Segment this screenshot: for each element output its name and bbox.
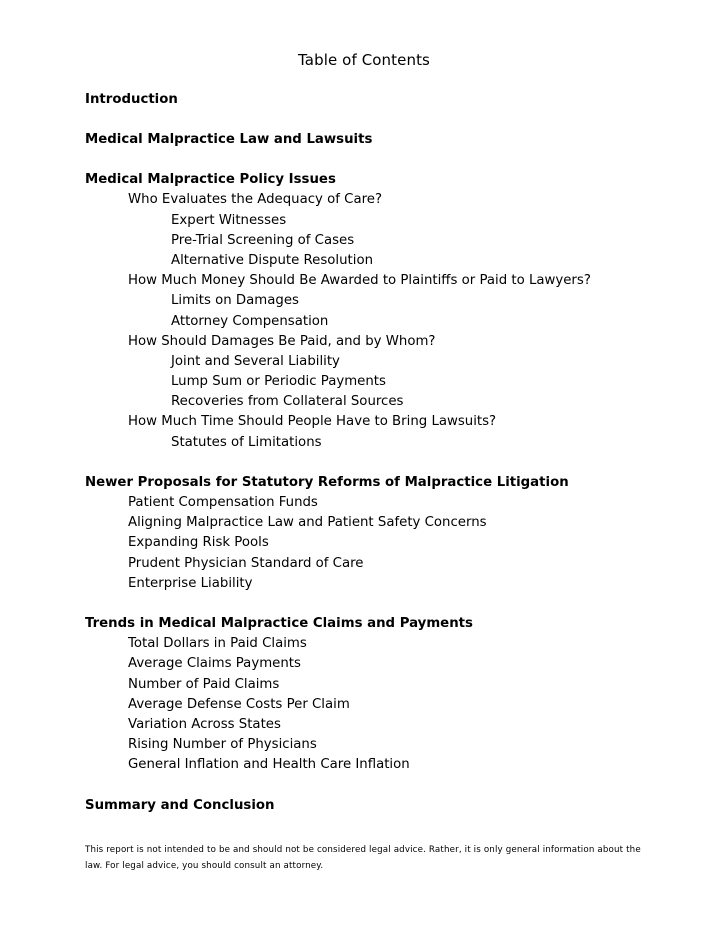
toc-subentry: Recoveries from Collateral Sources <box>171 394 404 410</box>
toc-subentry: Alternative Dispute Resolution <box>171 252 374 268</box>
section-spacer <box>85 775 705 795</box>
legal-disclaimer: This report is not intended to be and should not be considered legal advice. Rather, it is only general information about the law. For legal advice, you should consult an attorney. <box>85 845 641 871</box>
toc-section <box>85 796 705 816</box>
toc-entry: Total Dollars in Paid Claims <box>128 636 307 652</box>
toc-section-heading: Newer Proposals for Statutory Reforms of Malpractice Litigation <box>85 475 569 490</box>
toc-entry: Variation Across States <box>128 716 281 732</box>
toc-subentry: Limits on Damages <box>171 293 299 309</box>
toc-entry: How Much Money Should Be Awarded to Plaintiffs or Paid to Lawyers? <box>128 273 591 289</box>
section-spacer <box>85 453 705 473</box>
section-spacer <box>85 110 705 130</box>
toc-section <box>85 170 705 452</box>
toc-entry: How Much Time Should People Have to Bring Lawsuits? <box>128 414 497 430</box>
toc-subentry: Expert Witnesses <box>171 212 287 228</box>
toc-entry: Average Defense Costs Per Claim <box>128 696 350 712</box>
toc-section-heading: Introduction <box>85 92 178 107</box>
toc-entry: Patient Compensation Funds <box>128 495 318 510</box>
toc-section-heading: Trends in Medical Malpractice Claims and Payments <box>85 616 473 632</box>
toc-entry: Rising Number of Physicians <box>128 737 317 753</box>
toc-subentry: Statutes of Limitations <box>171 434 322 450</box>
toc-subentry: Joint and Several Liability <box>171 353 340 369</box>
page-title: Table of Contents <box>298 51 430 69</box>
table-of-contents <box>85 90 705 816</box>
toc-entry: Number of Paid Claims <box>128 676 280 692</box>
toc-subentry: Pre-Trial Screening of Cases <box>171 232 355 248</box>
toc-entry: How Should Damages Be Paid, and by Whom? <box>128 333 436 349</box>
toc-entry: General Inflation and Health Care Inflation <box>128 757 410 773</box>
section-spacer <box>85 150 705 170</box>
toc-subentry: Attorney Compensation <box>171 313 329 329</box>
toc-entry: Aligning Malpractice Law and Patient Safety Concerns <box>128 515 487 531</box>
toc-subentry: Lump Sum or Periodic Payments <box>171 374 386 390</box>
toc-entry: Expanding Risk Pools <box>128 535 269 551</box>
toc-entry: Average Claims Payments <box>128 656 301 672</box>
toc-section-heading: Medical Malpractice Policy Issues <box>85 172 336 188</box>
section-spacer <box>85 594 705 614</box>
toc-entry: Prudent Physician Standard of Care <box>128 555 364 571</box>
toc-entry: Who Evaluates the Adequacy of Care? <box>128 192 383 208</box>
toc-section-heading: Medical Malpractice Law and Lawsuits <box>85 132 373 148</box>
toc-entry: Enterprise Liability <box>128 575 253 591</box>
toc-section-heading: Summary and Conclusion <box>85 797 275 813</box>
toc-section <box>85 90 705 110</box>
toc-section <box>85 614 705 775</box>
toc-section <box>85 473 705 594</box>
toc-section <box>85 130 705 150</box>
